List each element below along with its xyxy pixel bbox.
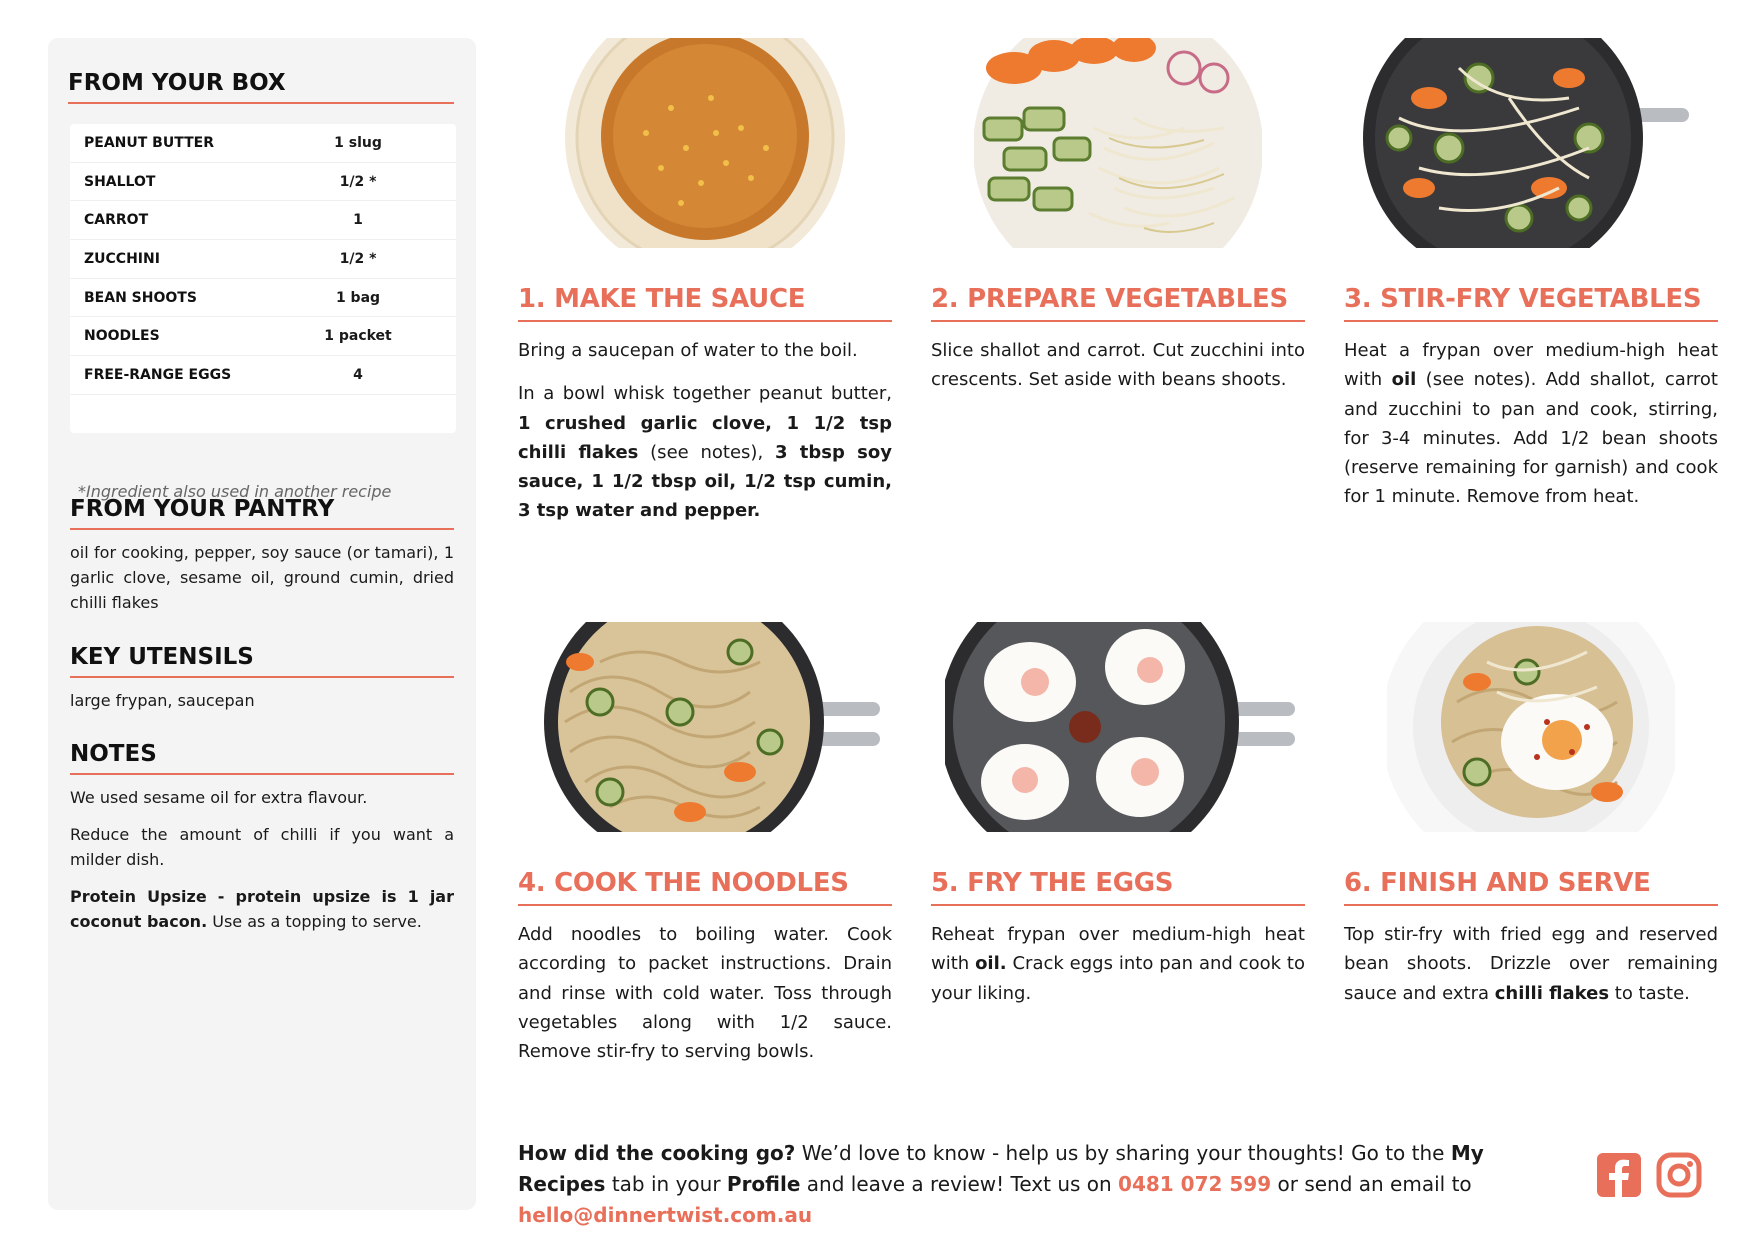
ingredient-qty: 1: [353, 212, 363, 229]
step-6-text-1b: chilli flakes: [1494, 982, 1610, 1004]
pantry-section: [70, 496, 454, 615]
ingredient-table: [70, 124, 456, 433]
footer-text-4: or send an email to: [1271, 1172, 1472, 1196]
utensils-text: large frypan, saucepan: [70, 691, 255, 710]
step-5-text-1: [931, 920, 1305, 1008]
ingredient-name: CARROT: [84, 212, 149, 229]
finished-dish-photo: [1387, 622, 1675, 832]
step-4-title: 4. COOK THE NOODLES: [518, 868, 892, 906]
footer-text-1: We’d love to know - help us by sharing your thoughts! Go to the: [795, 1141, 1451, 1165]
ingredient-name: ZUCCHINI: [84, 250, 160, 267]
ingredient-footnote: *Ingredient also used in another recipe: [78, 482, 392, 501]
footer-question: How did the cooking go?: [518, 1141, 796, 1165]
step-2: [931, 38, 1305, 395]
step-1-text-2c: (see notes),: [638, 441, 775, 463]
step-3-title: 3. STIR-FRY VEGETABLES: [1344, 284, 1718, 322]
step-6-text-1: [1344, 920, 1718, 1008]
step-3-text-1c: (see notes). Add shallot, carrot and zucchini to pan and cook, stirring, for 3-4 minutes. Add 1/2 bean shoots (reserve remaining for garnish) and cook for 1 minute. Remove from heat.: [1344, 369, 1718, 508]
ingredient-row: [70, 279, 456, 318]
utensils-heading: KEY UTENSILS: [70, 644, 454, 678]
step-6: [1344, 622, 1718, 1008]
ingredient-row: [70, 240, 456, 279]
step-1-text-2b: 1 crushed garlic clove, 1 1/2 tsp chilli flakes: [518, 412, 892, 463]
footer-phone-link[interactable]: 0481 072 599: [1118, 1172, 1272, 1196]
notes-heading: NOTES: [70, 741, 454, 775]
facebook-icon[interactable]: [1596, 1152, 1642, 1198]
cooked-noodles-photo: [540, 622, 880, 832]
footer-profile: Profile: [726, 1172, 801, 1196]
ingredient-name: FREE-RANGE EGGS: [84, 366, 232, 383]
ingredient-row: [70, 356, 456, 395]
footer-my-recipes: My Recipes: [518, 1141, 1484, 1196]
ingredients-sidebar: [48, 38, 476, 1210]
footer-email-link[interactable]: hello@dinnertwist.com.au: [518, 1203, 813, 1227]
step-5-text-1b: oil.: [975, 953, 1007, 975]
step-1-text-2d: 3 tbsp soy sauce, 1 1/2 tbsp oil, 1/2 tsp cumin, 3 tsp water and pepper.: [518, 441, 893, 522]
step-1-text-2a: In a bowl whisk together peanut butter,: [518, 383, 892, 405]
notes-section: [70, 741, 454, 934]
ingredient-row: [70, 163, 456, 202]
note-3: [70, 884, 454, 934]
ingredient-qty: 1 packet: [324, 328, 392, 345]
step-1-text-1: Bring a saucepan of water to the boil.: [518, 340, 858, 361]
pantry-text: oil for cooking, pepper, soy sauce (or tamari), 1 garlic clove, sesame oil, ground cumin, dried chilli flakes: [70, 543, 454, 612]
step-2-title: 2. PREPARE VEGETABLES: [931, 284, 1305, 322]
step-6-text-1c: to taste.: [1609, 982, 1690, 1004]
stir-fry-vegetables-photo: [1359, 38, 1689, 248]
feedback-footer: [518, 1138, 1578, 1231]
footer-text-3: and leave a review! Text us on: [800, 1172, 1119, 1196]
step-4: [518, 622, 892, 1066]
step-3-text-1a: Heat a frypan over medium-high heat with: [1344, 340, 1718, 391]
pantry-heading: FROM YOUR PANTRY: [70, 496, 454, 530]
step-6-title: 6. FINISH AND SERVE: [1344, 868, 1718, 906]
note-3-rest: Use as a topping to serve.: [207, 912, 422, 931]
ingredient-row: [70, 317, 456, 356]
ingredient-name: NOODLES: [84, 328, 160, 345]
ingredient-row: [70, 124, 456, 163]
ingredient-name: BEAN SHOOTS: [84, 289, 197, 306]
ingredient-qty: 1/2 *: [339, 250, 377, 267]
step-5: [931, 622, 1305, 1008]
step-5-text-1c: Crack eggs into pan and cook to your liking.: [931, 953, 1305, 1004]
note-3-bold: Protein Upsize - protein upsize is 1 jar coconut bacon.: [70, 887, 454, 931]
note-2: Reduce the amount of chilli if you want a milder dish.: [70, 825, 454, 869]
step-3-text-1b: oil: [1391, 369, 1417, 391]
step-3-text-1: [1344, 336, 1718, 512]
ingredient-row: [70, 201, 456, 240]
step-4-text-1: Add noodles to boiling water. Cook according to packet instructions. Drain and rinse with cold water. Toss through vegetables along with 1/2 sauce. Remove stir-fry to serving bowls.: [518, 924, 892, 1063]
step-5-title: 5. FRY THE EGGS: [931, 868, 1305, 906]
step-2-text-1: Slice shallot and carrot. Cut zucchini into crescents. Set aside with beans shoots.: [931, 340, 1305, 391]
step-6-text-1a: Top stir-fry with fried egg and reserved bean shoots. Drizzle over remaining sauce and extra: [1344, 924, 1718, 1004]
ingredient-qty: 1 slug: [334, 134, 382, 151]
prepared-vegetables-photo: [974, 38, 1262, 248]
ingredient-row-empty: [70, 395, 456, 433]
step-1-text-2: [518, 379, 892, 525]
ingredient-qty: 1 bag: [335, 289, 381, 306]
utensils-section: [70, 644, 454, 713]
ingredient-qty: 1/2 *: [339, 173, 377, 190]
fried-eggs-photo: [945, 622, 1295, 832]
step-5-text-1a: Reheat frypan over medium-high heat with: [931, 924, 1305, 975]
step-3: [1344, 38, 1718, 512]
step-1-title: 1. MAKE THE SAUCE: [518, 284, 892, 322]
footer-text-2: tab in your: [605, 1172, 727, 1196]
from-your-box-heading: FROM YOUR BOX: [68, 70, 454, 104]
ingredient-qty: 4: [353, 366, 363, 383]
note-1: We used sesame oil for extra flavour.: [70, 788, 368, 807]
instagram-icon[interactable]: [1656, 1152, 1702, 1198]
step-1: [518, 38, 892, 526]
ingredient-name: PEANUT BUTTER: [84, 134, 214, 151]
peanut-sauce-bowl-photo: [561, 38, 849, 248]
ingredient-name: SHALLOT: [84, 173, 156, 190]
